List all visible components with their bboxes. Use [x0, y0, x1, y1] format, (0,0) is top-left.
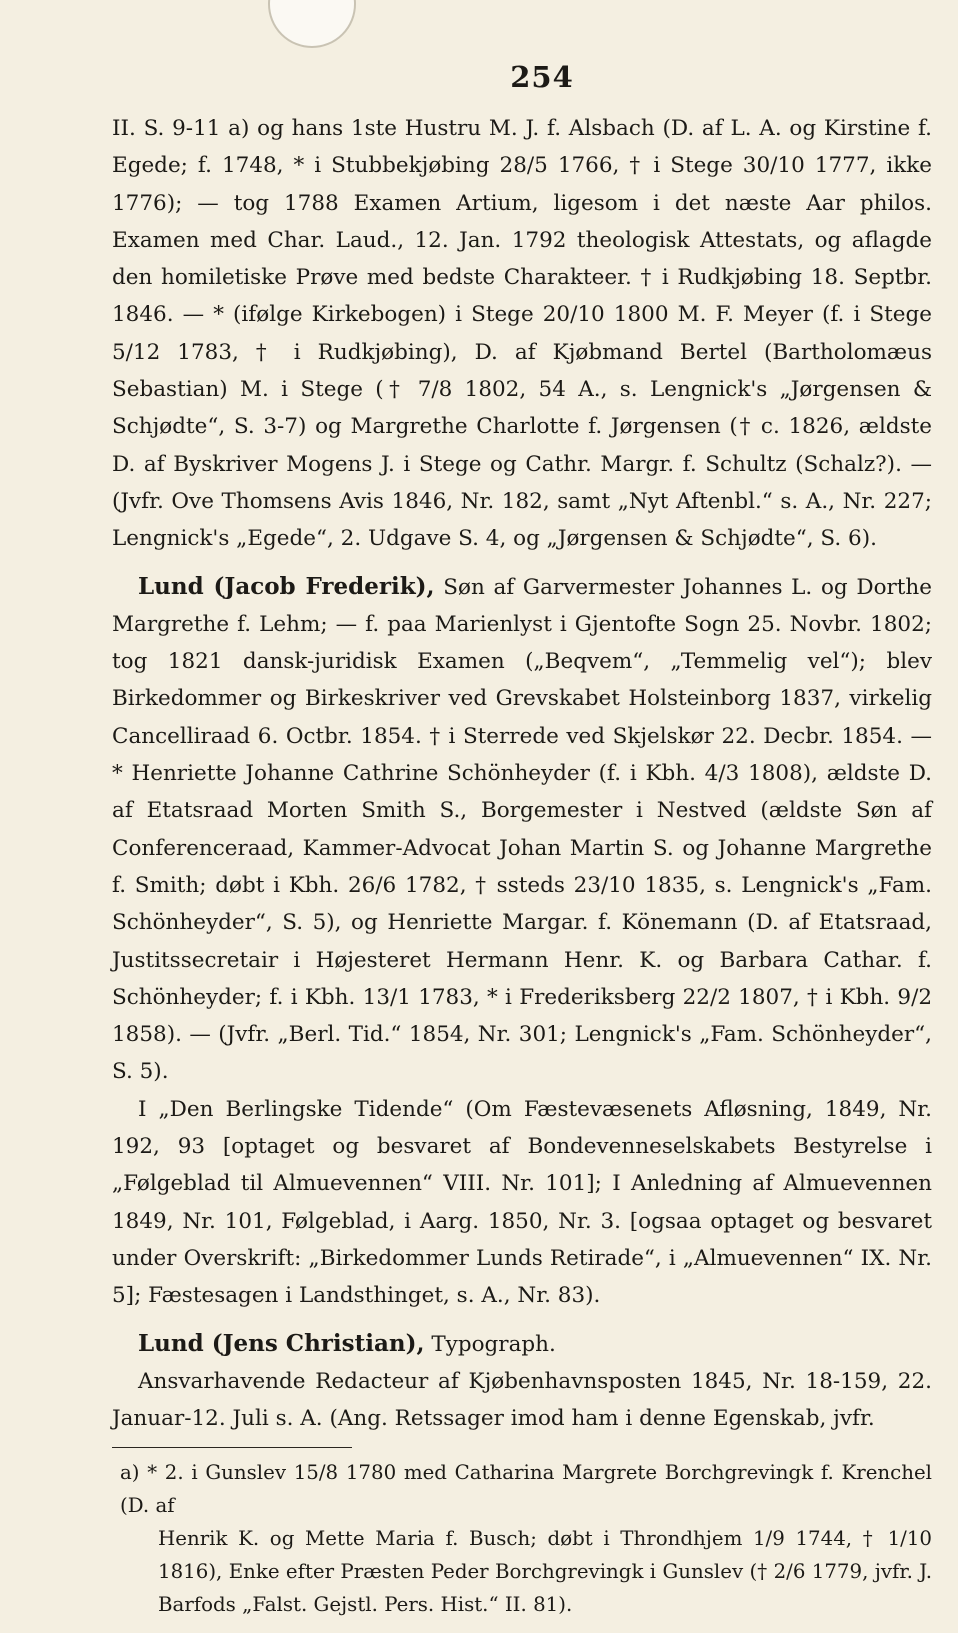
binder-hole [268, 0, 356, 48]
entry-body: Søn af Garvermester Johannes L. og Dorthe Margrethe f. Lehm; — f. paa Marienlyst i Gjentofte Sogn 25. Novbr. 1802; tog 1821 dansk-juridisk Examen („Beqvem“, „Temmelig vel“); blev Birkedommer og Birkeskriver ved Grevskabet Holsteinborg 1837, virkelig Cancelliraad 6. Octbr. 1854. † i Sterrede ved Skjelskør 22. Decbr. 1854. — * Henriette Johanne Cathrine Schönheyder (f. i Kbh. 4/3 1808), ældste D. af Etatsraad Morten Smith S., Borgemester i Nestved (ældste Søn af Conferenceraad, Kammer-Advocat Johan Martin S. og Johanne Margrethe f. Smith; døbt i Kbh. 26/6 1782, † ssteds 23/10 1835, s. Lengnick's „Fam. Schönheyder“, S. 5), og Henriette Margar. f. Könemann (D. af Etatsraad, Justitssecretair i Højesteret Hermann Henr. K. og Barbara Cathar. f. Schönheyder; f. i Kbh. 13/1 1783, * i Frederiksberg 22/2 1807, † i Kbh. 9/2 1858). — (Jvfr. „Berl. Tid.“ 1854, Nr. 301; Lengnick's „Fam. Schönheyder“, S. 5). [112, 574, 932, 1085]
continuation-paragraph: II. S. 9-11 a) og hans 1ste Hustru M. J. f. Alsbach (D. af L. A. og Kirstine f. Egede; f. 1748, * i Stubbekjøbing 28/5 1766, † i Stege 30/10 1777, ikke 1776); — tog 1788 Examen Artium, ligesom i det næste Aar philos. Examen med Char. Laud., 12. Jan. 1792 theologisk Attestats, og aflagde den homiletiske Prøve med bedste Charakteer. † i Rudkjøbing 18. Septbr. 1846. — * (ifølge Kirkebogen) i Stege 20/10 1800 M. F. Meyer (f. i Stege 5/12 1783, † i Rudkjøbing), D. af Kjøbmand Bertel (Bartholomæus Sebastian) M. i Stege († 7/8 1802, 54 A., s. Lengnick's „Jørgensen & Schjødte“, S. 3-7) og Margrethe Charlotte f. Jørgensen († c. 1826, ældste D. af Byskriver Mogens J. i Stege og Cathr. Margr. f. Schultz (Schalz?). — (Jvfr. Ove Thomsens Avis 1846, Nr. 182, samt „Nyt Aftenbl.“ s. A., Nr. 227; Lengnick's „Egede“, 2. Udgave S. 4, og „Jørgensen & Schjødte“, S. 6). [112, 116, 932, 552]
entry-text [112, 1325, 932, 1363]
page-number: 254 [510, 60, 574, 94]
entry-works: Ansvarhavende Redacteur af Kjøbenhavnsposten 1845, Nr. 18-159, 22. Januar-12. Juli s. A. (Ang. Retssager imod ham i denne Egenskab, jvfr. [112, 1368, 932, 1432]
footnote [112, 1456, 932, 1621]
entry-text [112, 568, 932, 1091]
footnote-first-text: * 2. i Gunslev 15/8 1780 med Catharina Margrete Borchgrevingk f. Krenchel (D. af [120, 1461, 933, 1518]
footnote-first-line [112, 1456, 932, 1522]
entry-lund-jens-christian [112, 1325, 932, 1438]
footnote-divider [112, 1447, 352, 1448]
entry-works: I „Den Berlingske Tidende“ (Om Fæstevæsenets Afløsning, 1849, Nr. 192, 93 [optaget og besvaret af Bondevenneselskabets Bestyrelse i „Følgeblad til Almuevennen“ VIII. Nr. 101]; I Anledning af Almuevennen 1849, Nr. 101, Følgeblad, i Aarg. 1850, Nr. 3. [ogsaa optaget og besvaret under Overskrift: „Birkedommer Lunds Retirade“, i „Almuevennen“ IX. Nr. 5]; Fæstesagen i Landsthinget, s. A., Nr. 83). [112, 1096, 932, 1309]
footnote-marker: a) [120, 1461, 140, 1485]
entry-heading: Lund (Jens Christian), [138, 1329, 425, 1357]
footnote-text: Henrik K. og Mette Maria f. Busch; døbt i Throndhjem 1/9 1744, † 1/10 1816), Enke efter Præsten Peder Borchgrevingk i Gunslev († 2/6 1779, jvfr. J. Barfods „Falst. Gejstl. Pers. Hist.“ II. 81). [158, 1527, 932, 1617]
document-page [112, 60, 932, 1621]
entry-lund-jacob-frederik [112, 568, 932, 1315]
entry-heading: Lund (Jacob Frederik), [138, 572, 435, 600]
entry-body: Typograph. [431, 1331, 556, 1357]
